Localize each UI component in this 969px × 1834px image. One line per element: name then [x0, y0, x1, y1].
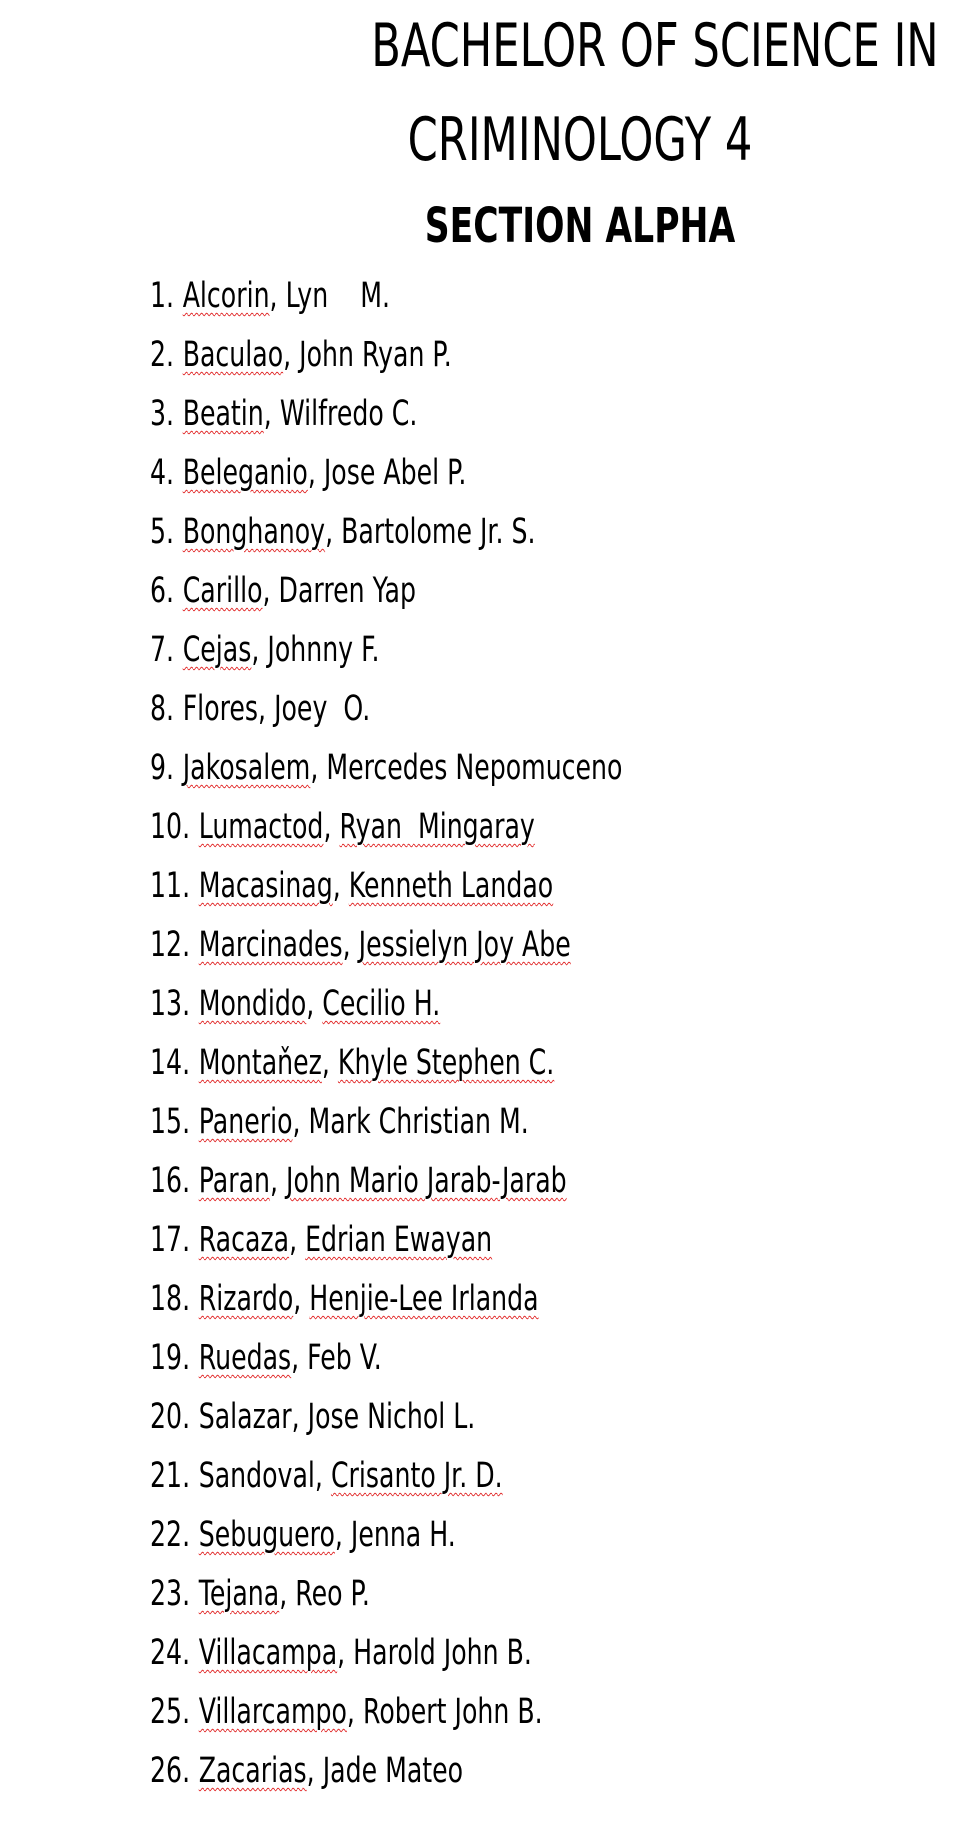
student-surname: Salazar	[198, 1397, 292, 1437]
student-surname: Jakosalem	[182, 748, 311, 788]
name-separator: ,	[323, 807, 340, 847]
student-given-name: Jose Abel P.	[323, 453, 467, 493]
list-item-number: 25.	[150, 1692, 191, 1732]
name-separator: ,	[291, 1397, 308, 1437]
name-separator: ,	[293, 1279, 310, 1319]
list-item-number: 16.	[150, 1161, 191, 1201]
list-item-number: 9.	[150, 748, 175, 788]
student-surname: Alcorin	[182, 276, 270, 316]
student-surname: Cejas	[182, 630, 252, 670]
name-separator: ,	[342, 925, 359, 965]
student-given-name: Cecilio H.	[322, 984, 441, 1024]
name-separator: ,	[258, 689, 275, 729]
student-surname: Montaňez	[198, 1043, 322, 1083]
list-item	[150, 1565, 622, 1624]
student-surname: Rizardo	[198, 1279, 294, 1319]
list-item-number: 10.	[150, 807, 191, 847]
student-given-name: Ryan Mingaray	[339, 807, 535, 847]
student-given-name: Edrian Ewayan	[305, 1220, 493, 1260]
list-item	[150, 1093, 622, 1152]
list-item	[150, 385, 622, 444]
student-given-name: Harold John B.	[353, 1633, 532, 1673]
list-item-number: 14.	[150, 1043, 191, 1083]
list-item-number: 8.	[150, 689, 175, 729]
title-line-2: CRIMINOLOGY 4	[407, 105, 753, 175]
list-item	[150, 1624, 622, 1683]
name-separator: ,	[279, 1574, 296, 1614]
list-item-number: 24.	[150, 1633, 191, 1673]
list-item	[150, 1152, 622, 1211]
student-surname: Zacarias	[198, 1751, 307, 1791]
student-surname: Flores	[182, 689, 259, 729]
list-item-number: 22.	[150, 1515, 191, 1555]
list-item	[150, 857, 622, 916]
section-heading: SECTION ALPHA	[424, 198, 736, 254]
student-surname: Sebuguero	[198, 1515, 335, 1555]
list-item-number: 11.	[150, 866, 191, 906]
name-separator: ,	[263, 394, 280, 434]
list-item	[150, 916, 622, 975]
list-item-number: 7.	[150, 630, 175, 670]
student-surname: Ruedas	[198, 1338, 292, 1378]
title-line-1: BACHELOR OF SCIENCE IN	[371, 11, 939, 81]
list-item	[150, 444, 622, 503]
student-given-name: Jade Mateo	[322, 1751, 464, 1791]
list-item	[150, 975, 622, 1034]
name-separator: ,	[306, 1751, 323, 1791]
list-item-number: 12.	[150, 925, 191, 965]
name-separator: ,	[262, 571, 279, 611]
list-item-number: 15.	[150, 1102, 191, 1142]
list-item-number: 4.	[150, 453, 175, 493]
list-item-number: 1.	[150, 276, 175, 316]
list-item-number: 3.	[150, 394, 175, 434]
student-given-name: John Mario Jarab-Jarab	[286, 1161, 567, 1201]
list-item-number: 17.	[150, 1220, 191, 1260]
name-separator: ,	[251, 630, 268, 670]
student-surname: Marcinades	[198, 925, 343, 965]
student-given-name: Mercedes Nepomuceno	[326, 748, 623, 788]
list-item	[150, 739, 622, 798]
list-item	[150, 1742, 622, 1801]
name-separator: ,	[283, 335, 300, 375]
student-surname: Lumactod	[198, 807, 324, 847]
list-item	[150, 798, 622, 857]
student-surname: Macasinag	[198, 866, 333, 906]
name-separator: ,	[337, 1633, 354, 1673]
list-item-number: 19.	[150, 1338, 191, 1378]
student-surname: Villacampa	[198, 1633, 338, 1673]
list-item	[150, 562, 622, 621]
list-item	[150, 1683, 622, 1742]
student-given-name: John Ryan P.	[299, 335, 452, 375]
name-separator: ,	[292, 1102, 309, 1142]
list-item-number: 21.	[150, 1456, 191, 1496]
student-given-name: Crisanto Jr. D.	[330, 1456, 503, 1496]
student-surname: Bonghanoy	[182, 512, 326, 552]
student-given-name: Reo P.	[295, 1574, 370, 1614]
name-separator: ,	[310, 748, 327, 788]
list-item	[150, 1506, 622, 1565]
student-list	[150, 267, 806, 1801]
list-item-number: 6.	[150, 571, 175, 611]
student-surname: Racaza	[198, 1220, 290, 1260]
student-given-name: Darren Yap	[278, 571, 416, 611]
student-surname: Villarcampo	[198, 1692, 347, 1732]
list-item	[150, 1270, 622, 1329]
student-surname: Paran	[198, 1161, 271, 1201]
student-surname: Sandoval	[198, 1456, 315, 1496]
list-item	[150, 1388, 622, 1447]
name-separator: ,	[332, 866, 349, 906]
student-given-name: Wilfredo C.	[279, 394, 418, 434]
list-item	[150, 621, 622, 680]
name-separator: ,	[321, 1043, 338, 1083]
student-surname: Carillo	[182, 571, 263, 611]
name-separator: ,	[346, 1692, 363, 1732]
name-separator: ,	[269, 276, 286, 316]
list-item-number: 5.	[150, 512, 175, 552]
student-surname: Beatin	[182, 394, 264, 434]
student-surname: Panerio	[198, 1102, 293, 1142]
list-item-number: 23.	[150, 1574, 191, 1614]
list-item-number: 13.	[150, 984, 191, 1024]
list-item	[150, 1211, 622, 1270]
list-item	[150, 503, 622, 562]
student-surname: Baculao	[182, 335, 284, 375]
student-given-name: Khyle Stephen C.	[337, 1043, 555, 1083]
name-separator: ,	[291, 1338, 308, 1378]
student-given-name: Bartolome Jr. S.	[341, 512, 536, 552]
list-item	[150, 1329, 622, 1388]
list-item	[150, 1447, 622, 1506]
student-surname: Beleganio	[182, 453, 308, 493]
student-given-name: Jose Nichol L.	[307, 1397, 476, 1437]
list-item-number: 26.	[150, 1751, 191, 1791]
name-separator: ,	[289, 1220, 306, 1260]
student-given-name: Kenneth Landao	[348, 866, 554, 906]
list-item	[150, 267, 622, 326]
list-item	[150, 1034, 622, 1093]
student-given-name: Jenna H.	[350, 1515, 456, 1555]
name-separator: ,	[334, 1515, 351, 1555]
student-given-name: Mark Christian M.	[308, 1102, 529, 1142]
list-item	[150, 326, 622, 385]
name-separator: ,	[307, 453, 324, 493]
list-item-number: 2.	[150, 335, 175, 375]
list-item-number: 18.	[150, 1279, 191, 1319]
student-given-name: Jessielyn Joy Abe	[358, 925, 571, 965]
student-given-name: Johnny F.	[267, 630, 380, 670]
student-given-name: Lyn M.	[285, 276, 390, 316]
list-item-number: 20.	[150, 1397, 191, 1437]
student-surname: Tejana	[198, 1574, 280, 1614]
name-separator: ,	[306, 984, 323, 1024]
student-given-name: Robert John B.	[362, 1692, 543, 1732]
name-separator: ,	[314, 1456, 331, 1496]
student-given-name: Joey O.	[274, 689, 371, 729]
student-given-name: Feb V.	[307, 1338, 382, 1378]
name-separator: ,	[325, 512, 342, 552]
list-item	[150, 680, 622, 739]
name-separator: ,	[270, 1161, 287, 1201]
student-given-name: Henjie-Lee Irlanda	[309, 1279, 539, 1319]
student-surname: Mondido	[198, 984, 307, 1024]
